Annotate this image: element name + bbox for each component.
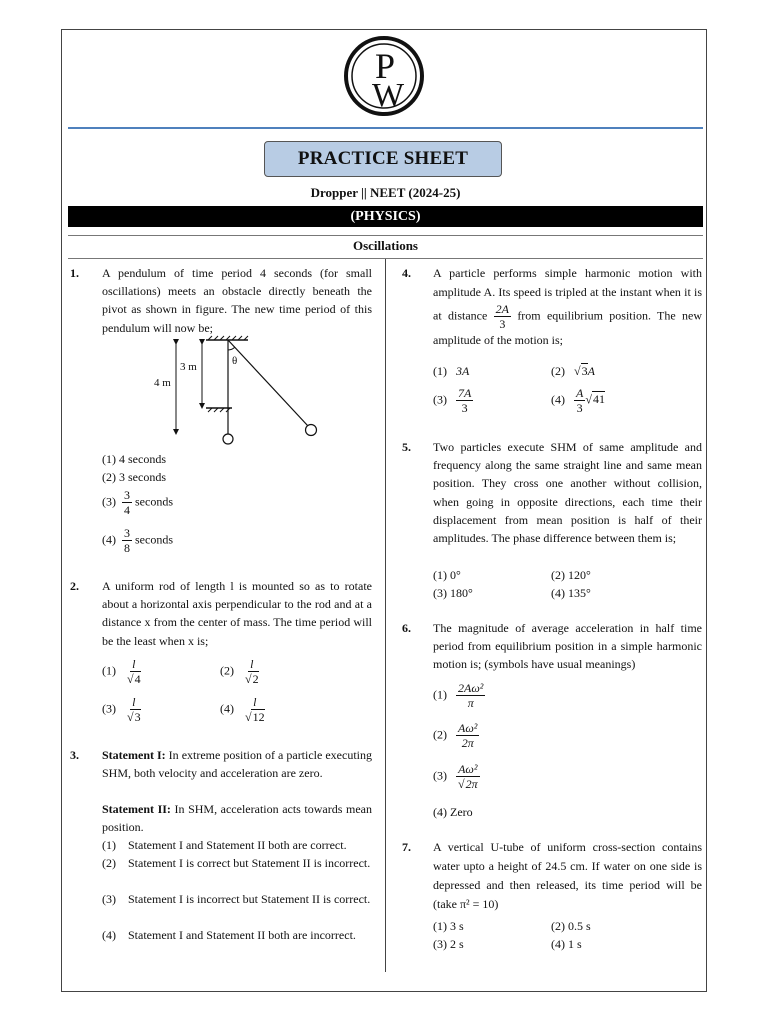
fraction (125, 695, 143, 724)
option-text: A (587, 364, 595, 378)
option-3[interactable] (433, 386, 473, 415)
option-label: (2) (220, 663, 234, 678)
question-text: A pendulum of time period 4 seconds (for small oscillations) meets an obstacle directly beneath the pivot as shown in figure. The new time period of this pendulum will now be; (102, 266, 372, 335)
question-6 (402, 619, 702, 824)
option-2[interactable]: (2) 3 seconds (102, 470, 166, 484)
statement-label: Statement I: (102, 748, 166, 762)
option-4[interactable]: (4) Zero (433, 805, 473, 819)
option-4[interactable] (102, 526, 173, 555)
option-1[interactable]: (1) 3 s (433, 919, 464, 933)
divider (68, 235, 703, 236)
question-text: The magnitude of average acceleration in half time period from equilibrium position in a simple harmonic motion is; (symbols have usual meanings) (433, 621, 702, 672)
denominator: 2π (461, 736, 474, 750)
numerator: 3 (124, 526, 130, 540)
label-theta: θ (232, 355, 238, 367)
option-label: (3) (433, 768, 447, 783)
option-text: Statement I and Statement II both are correct. (128, 838, 347, 852)
statement-2 (102, 800, 372, 836)
option-2[interactable] (220, 657, 261, 686)
option-2[interactable]: (2) √3A (551, 364, 595, 378)
option-label: (2) (551, 364, 565, 378)
fraction (456, 386, 473, 415)
fraction (494, 302, 511, 331)
option-4[interactable]: (4) 1 s (551, 937, 582, 951)
fraction (456, 681, 485, 710)
statement-1 (102, 746, 372, 782)
option-label: (4) (102, 532, 116, 547)
option-4[interactable] (102, 926, 372, 944)
option-text: Statement I is incorrect but Statement II is correct. (128, 892, 371, 906)
option-4[interactable]: (4) $\frac{A}{3}$ √41 (551, 386, 605, 415)
label-4m: 4 m (154, 377, 171, 389)
radicand: 3 (581, 364, 588, 378)
fraction (243, 695, 267, 724)
option-4[interactable] (220, 695, 267, 724)
option-label: (4) (220, 701, 234, 716)
option-label: (1) (102, 663, 116, 678)
option-2[interactable]: (2) 0.5 s (551, 919, 591, 933)
option-label: (1) (433, 364, 447, 378)
option-3[interactable] (433, 762, 480, 791)
question-4 (402, 264, 702, 424)
option-3[interactable] (102, 695, 143, 724)
radicand: 3 (134, 710, 141, 724)
option-1[interactable] (102, 836, 372, 854)
question-number: 3. (70, 748, 79, 762)
option-label: (3) (433, 392, 447, 407)
topic-heading: Oscillations (352, 238, 418, 253)
question-text: A vertical U-tube of uniform cross-section contains water upto a height of 24.5 cm. If water on one side is depressed and then released, its time period will be (take π² = 10) (433, 840, 702, 911)
fraction (122, 488, 132, 517)
fraction (456, 721, 479, 750)
denominator: 3 (499, 317, 506, 331)
denominator: √4 (127, 672, 141, 686)
option-3[interactable]: (3) 2 s (433, 937, 464, 951)
question-5 (402, 438, 702, 603)
statement-label: Statement II: (102, 802, 171, 816)
fraction (122, 526, 132, 555)
column-divider (385, 259, 386, 972)
question-2 (70, 577, 372, 727)
option-label: (3) (102, 494, 116, 509)
svg-text:W: W (372, 77, 405, 114)
fraction (574, 386, 585, 415)
question-number: 7. (402, 840, 411, 854)
question-text: Two particles execute SHM of same amplitude and frequency along the same straight line and same mean position. They cross one another without collision, when going in opposite directions, each time their displacement from mean position is half of their amplitudes. The phase difference between them is; (433, 440, 702, 546)
subject-bar: (PHYSICS) (68, 206, 703, 227)
statement-text: In extreme position of a particle executing SHM, both velocity and acceleration are zero. (102, 748, 372, 781)
numerator: Aω² (458, 762, 478, 776)
option-text: Statement I and Statement II both are incorrect. (128, 928, 356, 942)
numerator: 2Aω² (458, 681, 484, 695)
question-text: A uniform rod of length l is mounted so as to rotate about a horizontal axis perpendicular to the rod and at a distance x from the center of mass. The time period will be the least when x is; (102, 579, 372, 648)
numerator: 2A (495, 302, 509, 316)
option-label: (3) (102, 892, 116, 906)
option-label: (1) (102, 838, 116, 852)
radicand: 4 (134, 672, 141, 686)
unit: seconds (135, 494, 173, 509)
option-4[interactable]: (4) 135° (551, 586, 591, 600)
denominator: 8 (124, 541, 130, 555)
fraction (243, 657, 261, 686)
option-1[interactable]: (1) 4 seconds (102, 452, 166, 466)
numerator: 3 (124, 488, 130, 502)
question-number: 4. (402, 266, 411, 280)
denominator: 4 (124, 503, 130, 517)
page-title: PRACTICE SHEET (264, 141, 502, 177)
statement-text: In SHM, acceleration acts towards mean position. (102, 802, 372, 835)
denominator: √12 (245, 710, 265, 724)
denominator: π (467, 696, 474, 710)
radicand: 41 (592, 392, 605, 407)
option-2[interactable]: (2) 120° (551, 568, 591, 582)
question-text-part: from equilibrium position. The new amplitude of the motion is; (433, 308, 703, 347)
denominator: 3 (461, 401, 468, 415)
option-label: (2) (102, 856, 116, 870)
option-label: (3) (102, 701, 116, 716)
svg-text:P: P (375, 46, 396, 86)
radicand: 2 (252, 672, 259, 686)
pw-logo (344, 36, 424, 116)
question-1 (70, 264, 372, 574)
label-3m: 3 m (180, 361, 197, 373)
option-3[interactable]: (3) 180° (433, 586, 473, 600)
numerator: Aω² (458, 721, 478, 735)
radicand: 2π (465, 777, 478, 791)
numerator: A (576, 386, 584, 400)
numerator: l (253, 695, 257, 709)
option-3[interactable] (102, 890, 372, 908)
option-1[interactable] (433, 362, 469, 380)
numerator: l (132, 657, 136, 671)
denominator: √3 (127, 710, 141, 724)
option-text: Statement I is correct but Statement II is incorrect. (128, 856, 371, 870)
question-number: 6. (402, 621, 411, 635)
option-2[interactable] (102, 854, 372, 872)
pendulum-figure (154, 336, 326, 446)
option-3[interactable] (102, 488, 173, 517)
question-7 (402, 838, 702, 958)
fraction (125, 657, 143, 686)
fraction (456, 762, 480, 791)
header-rule (68, 127, 703, 129)
option-label: (1) (433, 687, 447, 702)
option-2[interactable] (433, 721, 479, 750)
option-label: (2) (433, 727, 447, 742)
option-label: (4) (102, 928, 116, 942)
numerator: 7A (458, 386, 472, 400)
question-number: 1. (70, 266, 79, 280)
option-1[interactable] (433, 681, 485, 710)
option-1[interactable]: (1) 0° (433, 568, 461, 582)
denominator: √2 (245, 672, 259, 686)
question-3 (70, 746, 372, 946)
question-number: 2. (70, 579, 79, 593)
numerator: l (132, 695, 136, 709)
numerator: l (250, 657, 254, 671)
radicand: 12 (252, 710, 265, 724)
option-label: (4) (551, 392, 565, 407)
denominator: √2π (458, 777, 478, 791)
question-text-part: A particle performs simple harmonic motion with amplitude A. Its speed is tripled at the instant when it is at distance (433, 266, 702, 323)
question-text (433, 264, 702, 350)
option-1[interactable] (102, 657, 143, 686)
option-text: 3A (456, 364, 470, 378)
subtitle: Dropper || NEET (2024-25) (310, 185, 461, 200)
question-number: 5. (402, 440, 411, 454)
unit: seconds (135, 532, 173, 547)
denominator: 3 (576, 401, 583, 415)
